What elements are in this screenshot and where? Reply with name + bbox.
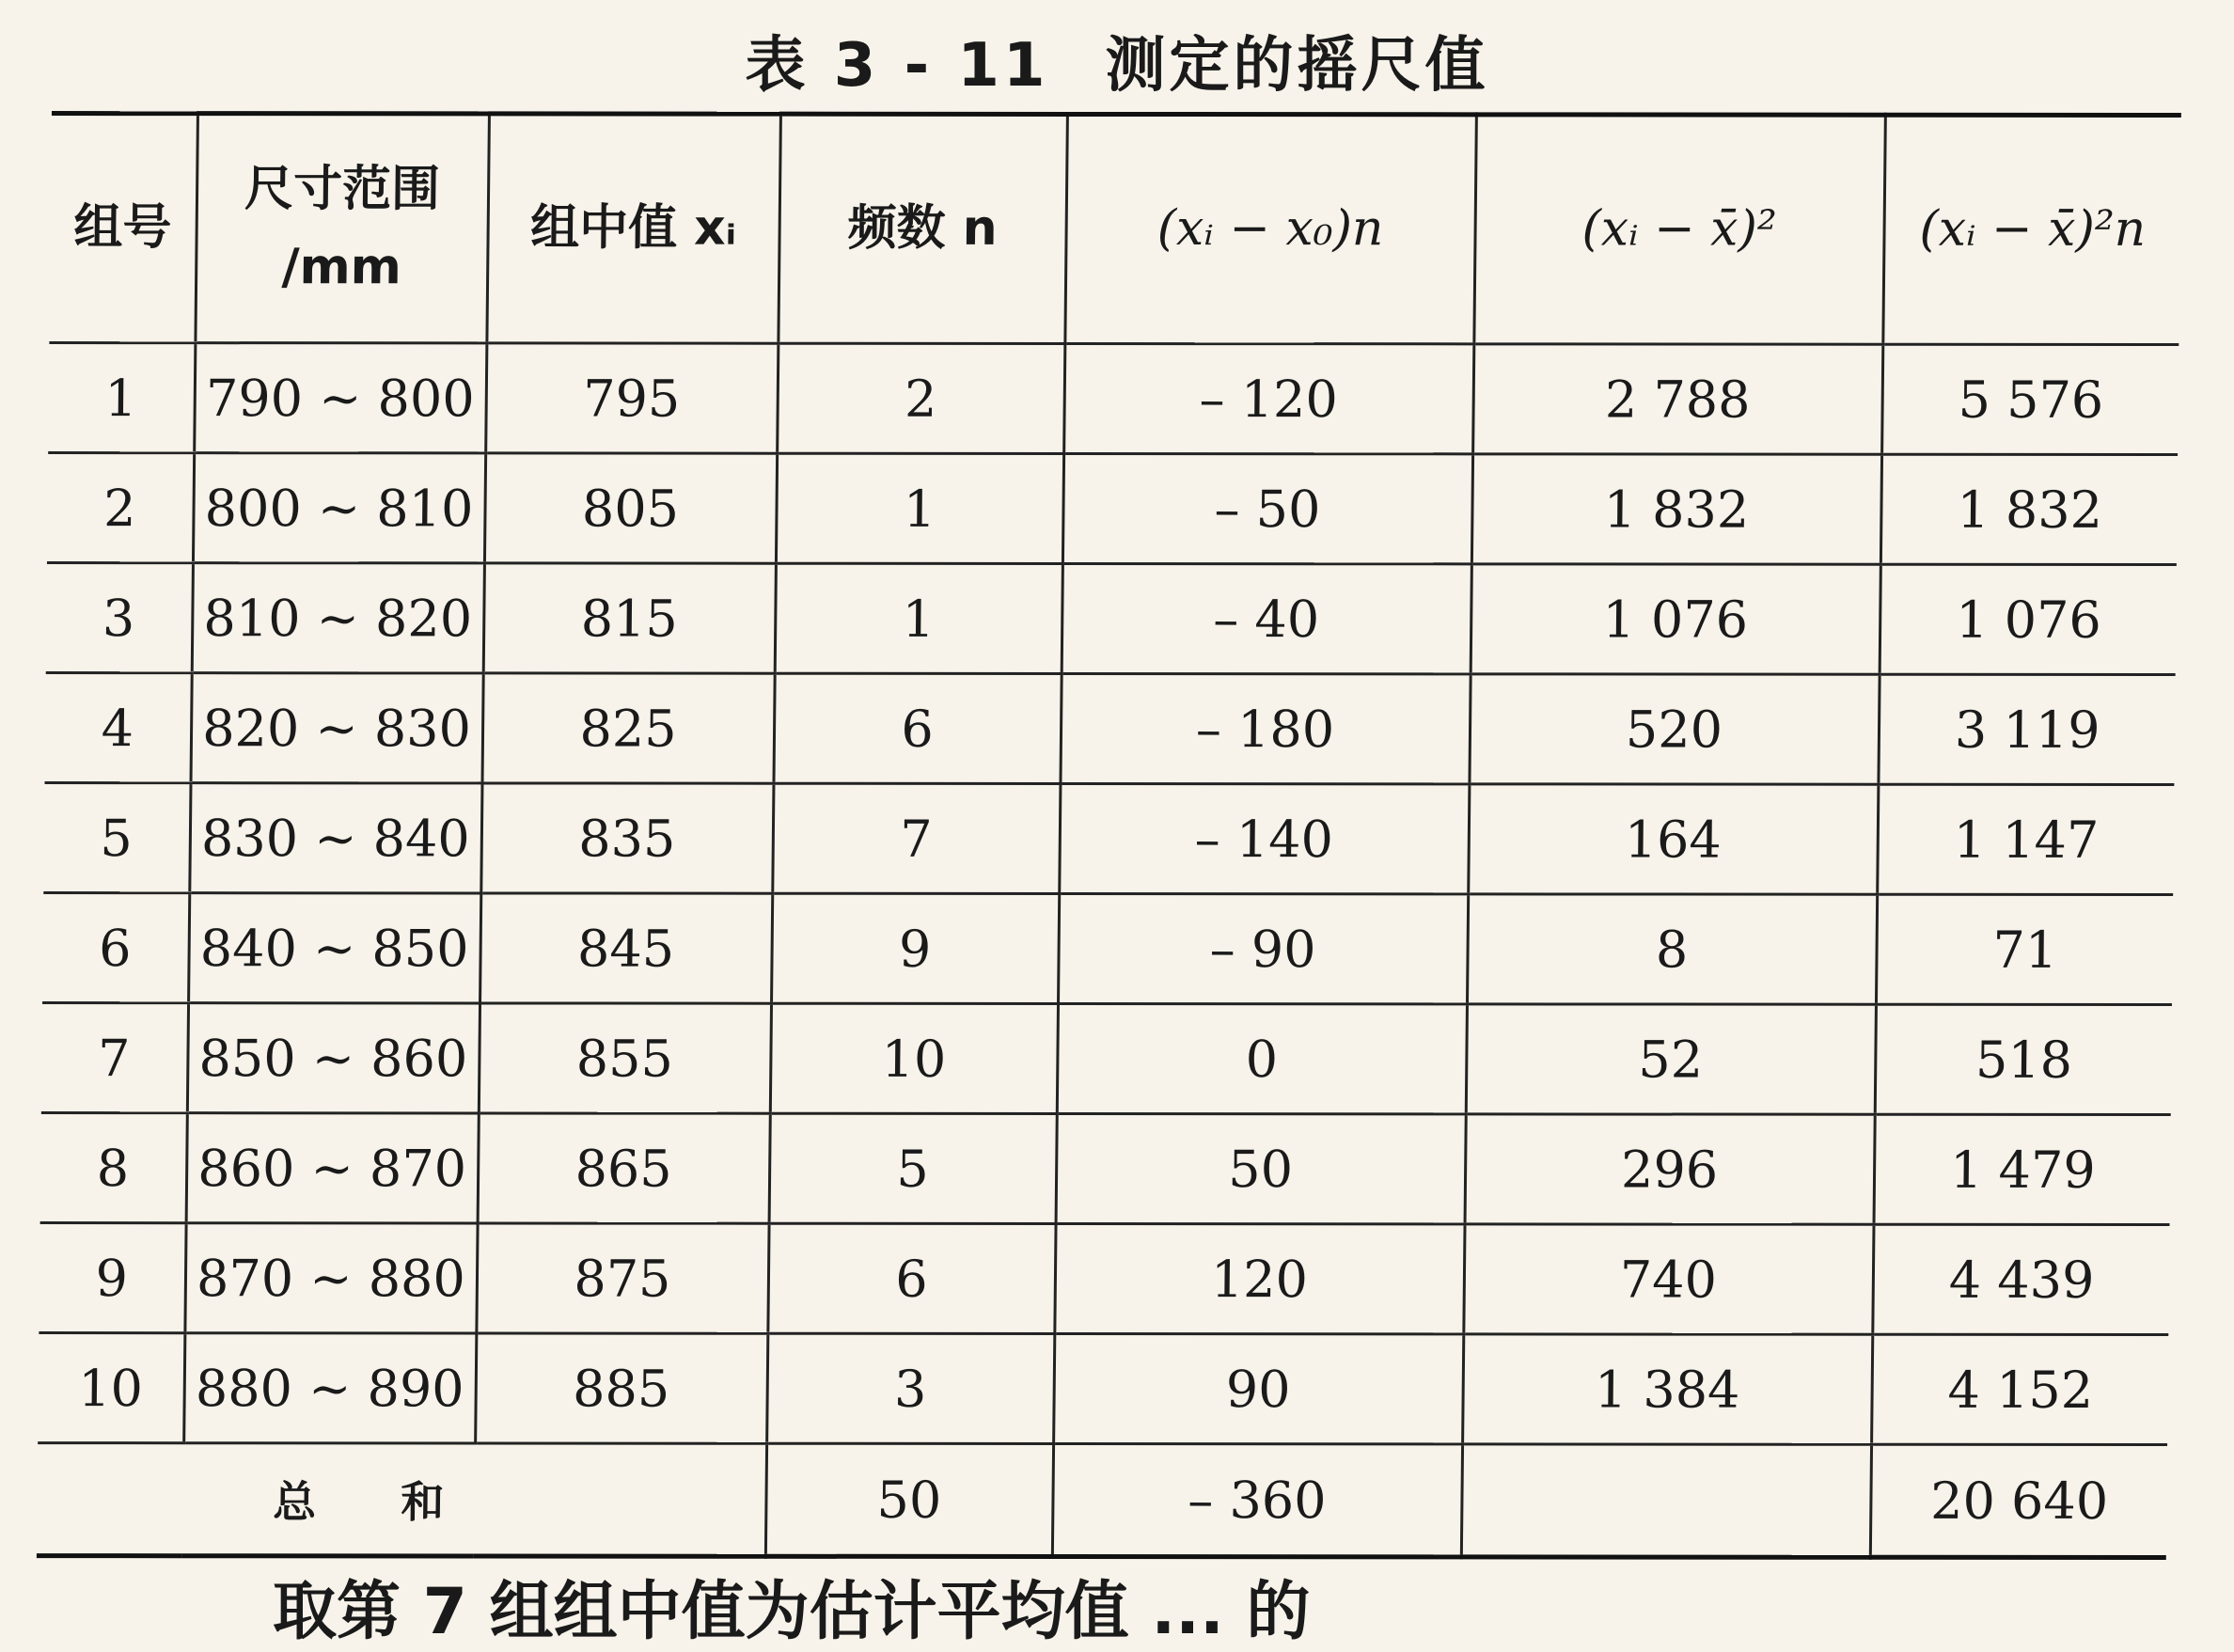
header-frequency: 频数 n [778,114,1067,343]
cell-squared-dev: 1 832 [1471,454,1881,564]
cell-squared-dev-n: 4 152 [1871,1334,2168,1444]
cell-deviation-n: – 180 [1060,673,1470,783]
cell-squared-dev-n: 3 119 [1878,674,2175,784]
table-row [38,1333,2168,1445]
cell-squared-dev-n: 1 832 [1880,454,2178,564]
table-row [42,893,2173,1005]
cell-deviation-n: – 140 [1059,783,1469,893]
cell-frequency: 6 [773,673,1061,783]
cell-mid-value: 795 [485,343,778,453]
cell-squared-dev-n: 4 439 [1872,1224,2169,1334]
cell-deviation-n: – 90 [1058,893,1468,1003]
cell-squared-dev: 2 788 [1472,344,1882,454]
cell-size-range: 810 ~ 820 [192,563,484,673]
table-row [40,1113,2171,1225]
cell-group-no: 8 [40,1113,187,1223]
cell-frequency: 5 [769,1113,1057,1223]
cell-size-range: 820 ~ 830 [191,673,483,783]
cell-size-range: 880 ~ 890 [183,1333,476,1443]
cell-deviation-n: 50 [1056,1113,1466,1223]
cell-deviation-n: – 40 [1062,563,1471,673]
cell-deviation-n: 90 [1053,1334,1463,1444]
cell-size-range: 830 ~ 840 [189,783,481,893]
header-squared-dev-n: (xᵢ − x̄)²n [1882,115,2181,344]
cell-squared-dev-n: 518 [1875,1004,2172,1114]
table-row [45,673,2176,785]
cell-frequency: 1 [776,453,1063,563]
cell-group-no: 9 [39,1223,185,1333]
cell-group-no: 10 [38,1333,184,1443]
total-squared-dev [1461,1444,1871,1557]
table-row [43,783,2174,895]
cell-size-range: 860 ~ 870 [186,1113,479,1223]
total-squared-dev-n: 20 640 [1870,1444,2167,1557]
cell-size-range: 850 ~ 860 [187,1003,480,1113]
cell-frequency: 6 [767,1223,1055,1333]
header-size-range: 尺寸范围 /mm [195,114,489,343]
cell-mid-value: 875 [476,1223,768,1333]
cell-size-range: 840 ~ 850 [188,893,480,1003]
cell-squared-dev-n: 1 147 [1877,784,2174,894]
cell-deviation-n: 120 [1054,1223,1464,1333]
cell-deviation-n: – 120 [1063,343,1473,453]
header-deviation-n: (xᵢ − x₀)n [1064,114,1476,343]
cell-frequency: 2 [777,343,1064,453]
cell-group-no: 7 [41,1003,188,1113]
cell-squared-dev-n: 5 576 [1881,344,2179,454]
cell-mid-value: 845 [480,893,772,1003]
cell-squared-dev-n: 1 479 [1874,1114,2171,1224]
table-row [47,453,2178,565]
caption-title: 测定的摇尺值 [1105,31,1489,101]
cut-off-body-text: 取第 7 组组中值为估计平均值 ... 的 [273,1575,1311,1649]
header-group-no: 组号 [49,114,197,343]
cell-squared-dev: 520 [1469,674,1879,784]
header-squared-dev: (xᵢ − x̄)² [1473,115,1885,344]
table-row [41,1003,2172,1115]
table-row [39,1223,2169,1335]
cell-size-range: 800 ~ 810 [193,453,485,563]
measurement-table [37,111,2181,1560]
cell-group-no: 1 [48,343,195,453]
cell-frequency: 9 [771,893,1059,1003]
cell-mid-value: 815 [483,563,776,673]
table-row [46,563,2177,675]
cell-group-no: 6 [42,893,189,1003]
header-row [49,114,2180,345]
cell-frequency: 10 [770,1003,1058,1113]
total-label: 总和 [272,1476,529,1528]
total-deviation-n: – 360 [1052,1444,1462,1557]
cell-squared-dev: 164 [1468,784,1878,894]
cell-deviation-n: 0 [1057,1003,1467,1113]
header-mid-value: 组中值 xᵢ [486,114,780,343]
cell-squared-dev: 1 384 [1462,1334,1872,1444]
cell-mid-value: 885 [475,1333,767,1443]
cell-frequency: 1 [775,563,1062,673]
table-caption [0,17,2234,103]
cell-squared-dev-n: 71 [1876,894,2173,1004]
cell-squared-dev: 740 [1463,1224,1873,1334]
cell-group-no: 3 [46,563,193,673]
cell-squared-dev: 52 [1466,1004,1876,1114]
cell-group-no: 5 [43,783,190,893]
cell-squared-dev: 296 [1465,1114,1875,1224]
cell-group-no: 4 [45,673,192,783]
cell-size-range: 790 ~ 800 [194,343,486,453]
cell-mid-value: 805 [484,453,777,563]
total-row [37,1443,2167,1558]
cell-squared-dev: 8 [1467,894,1877,1004]
cell-mid-value: 855 [479,1003,771,1113]
caption-number: 表 3 - 11 [745,31,1049,101]
cell-deviation-n: – 50 [1062,453,1472,563]
table-row [48,343,2179,455]
table-wrapper [37,111,2181,1560]
cell-mid-value: 865 [478,1113,770,1223]
cell-squared-dev-n: 1 076 [1880,564,2177,674]
cell-frequency: 3 [766,1333,1054,1443]
cell-squared-dev: 1 076 [1471,564,1880,674]
total-frequency: 50 [765,1443,1053,1556]
cell-frequency: 7 [772,783,1060,893]
cell-mid-value: 835 [480,783,773,893]
cell-size-range: 870 ~ 880 [184,1223,477,1333]
cell-group-no: 2 [47,453,194,563]
cell-mid-value: 825 [481,673,774,783]
